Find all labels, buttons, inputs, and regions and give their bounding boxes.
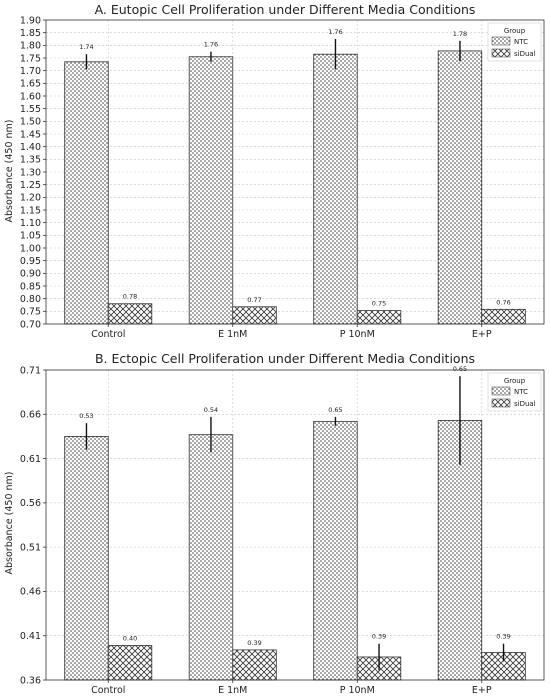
- chart-a-ytick-label-1-45: 1.45: [19, 129, 41, 141]
- chart-b-legend: [488, 373, 541, 411]
- chart-b-ytick-label-0-61: 0.61: [19, 453, 41, 465]
- chart-a-legend-swatch-ntc: [492, 37, 510, 45]
- chart-a-data-label-ntc-e-p: 1.78: [452, 29, 468, 38]
- chart-b-x-ticks: [91, 680, 492, 696]
- chart-b-title: B. Ectopic Cell Proliferation under Different Media Conditions: [94, 351, 476, 366]
- chart-a-legend-label-sidual: siDual: [514, 50, 536, 58]
- chart-b-legend-swatch-sidual: [492, 399, 510, 407]
- chart-a-ytick-label-1-10: 1.10: [19, 217, 41, 229]
- chart-a-bar-sidual-control: [108, 304, 152, 324]
- chart-b-data-label-ntc-e-1nm: 0.54: [203, 405, 219, 414]
- chart-a-ytick-label-0-80: 0.80: [19, 293, 41, 305]
- chart-a-ytick-label-1-80: 1.80: [19, 40, 41, 52]
- chart-a-ytick-label-1-70: 1.70: [19, 65, 41, 77]
- chart-a-xtick-label-e-1nm: E 1nM: [218, 329, 248, 340]
- chart-a-data-label-sidual-control: 0.78: [122, 292, 138, 301]
- chart-a-ytick-label-1-00: 1.00: [19, 243, 41, 255]
- chart-b-legend-swatch-ntc: [492, 387, 510, 395]
- chart-a-y-ticks: [20, 15, 46, 330]
- chart-a-bar-sidual-e-p: [482, 309, 526, 324]
- chart-b-bars: [65, 365, 526, 680]
- chart-b-ytick-label-0-66: 0.66: [19, 409, 41, 421]
- chart-b-bar-ntc-p-10nm: [314, 421, 358, 680]
- chart-a-ytick-label-0-95: 0.95: [19, 255, 41, 267]
- chart-b-legend-title: Group: [503, 377, 526, 385]
- chart-b-data-label-ntc-p-10nm: 0.65: [328, 405, 343, 414]
- chart-a-legend-label-ntc: NTC: [514, 38, 528, 46]
- chart-b-xtick-label-control: Control: [91, 685, 126, 696]
- chart-a-xtick-label-p-10nm: P 10nM: [339, 329, 375, 340]
- chart-a-data-label-ntc-p-10nm: 1.76: [328, 28, 343, 36]
- chart-b-ytick-label-0-41: 0.41: [19, 631, 41, 643]
- chart-b-ytick-label-0-51: 0.51: [19, 542, 41, 554]
- chart-a-xtick-label-control: Control: [91, 329, 126, 340]
- chart-b-ytick-label-0-71: 0.71: [19, 365, 41, 377]
- chart-b-data-label-sidual-e-1nm: 0.39: [247, 638, 262, 647]
- chart-a-bar-sidual-e-1nm: [233, 307, 277, 324]
- chart-b-data-label-sidual-e-p: 0.39: [496, 632, 511, 641]
- chart-b-legend-label-sidual: siDual: [514, 400, 536, 408]
- chart-b-ytick-label-0-56: 0.56: [19, 498, 41, 510]
- chart-b-data-label-sidual-control: 0.40: [122, 634, 138, 643]
- chart-a-bar-sidual-p-10nm: [357, 311, 401, 324]
- chart-a-ytick-label-1-25: 1.25: [19, 179, 41, 191]
- chart-a-data-label-sidual-e-p: 0.76: [496, 298, 511, 307]
- chart-a-ytick-label-1-40: 1.40: [19, 141, 41, 153]
- chart-a-ytick-label-1-90: 1.90: [19, 15, 41, 27]
- chart-a-ytick-label-0-70: 0.70: [19, 319, 41, 331]
- chart-b-legend-label-ntc: NTC: [514, 388, 528, 396]
- chart-a-ytick-label-1-55: 1.55: [19, 103, 41, 115]
- chart-a-ytick-label-1-05: 1.05: [19, 230, 41, 242]
- chart-a-ytick-label-1-20: 1.20: [19, 192, 41, 204]
- chart-b-data-label-ntc-control: 0.53: [79, 412, 94, 421]
- chart-a-legend-swatch-sidual: [492, 49, 510, 57]
- chart-b-data-label-ntc-e-p: 0.65: [452, 365, 468, 374]
- chart-a: [4, 2, 544, 340]
- chart-a-bar-ntc-p-10nm: [314, 54, 358, 324]
- chart-a-ytick-label-1-15: 1.15: [19, 205, 41, 217]
- chart-a-ytick-label-0-85: 0.85: [19, 281, 41, 293]
- chart-a-data-label-ntc-e-1nm: 1.76: [203, 40, 219, 49]
- chart-a-title: A. Eutopic Cell Proliferation under Different Media Conditions: [94, 2, 476, 17]
- chart-a-ytick-label-1-30: 1.30: [19, 167, 41, 179]
- chart-a-legend: [488, 23, 541, 61]
- chart-a-data-label-sidual-e-1nm: 0.77: [247, 295, 262, 304]
- chart-a-data-label-ntc-control: 1.74: [79, 43, 94, 52]
- chart-a-bar-ntc-e-p: [438, 51, 482, 324]
- chart-b-ylabel: Absorbance (450 nm): [4, 471, 15, 575]
- chart-a-data-label-sidual-p-10nm: 0.75: [371, 299, 387, 308]
- chart-a-ytick-label-1-35: 1.35: [19, 154, 41, 166]
- chart-b-xtick-label-e-1nm: E 1nM: [218, 685, 248, 696]
- chart-b-bar-sidual-e-1nm: [233, 650, 277, 680]
- chart-a-x-ticks: [91, 324, 492, 340]
- chart-b-bar-ntc-control: [65, 436, 109, 680]
- chart-a-ytick-label-1-75: 1.75: [19, 53, 41, 65]
- chart-b-ytick-label-0-36: 0.36: [19, 675, 41, 687]
- chart-a-bars: [65, 28, 526, 324]
- chart-a-ylabel: Absorbance (450 nm): [4, 119, 15, 223]
- chart-a-ytick-label-1-50: 1.50: [19, 116, 41, 128]
- chart-a-ytick-label-1-60: 1.60: [19, 91, 41, 103]
- chart-a-ytick-label-1-65: 1.65: [19, 78, 41, 90]
- chart-b: [4, 351, 544, 696]
- chart-b-y-ticks: [20, 365, 46, 686]
- chart-a-bar-ntc-control: [65, 62, 109, 324]
- chart-b-xtick-label-p-10nm: P 10nM: [339, 685, 375, 696]
- chart-a-bar-ntc-e-1nm: [189, 57, 233, 324]
- chart-b-bar-sidual-control: [108, 645, 152, 680]
- chart-a-ytick-label-1-85: 1.85: [19, 27, 41, 39]
- chart-b-data-label-sidual-p-10nm: 0.39: [371, 632, 387, 641]
- chart-a-xtick-label-e-p: E+P: [471, 329, 492, 340]
- chart-a-legend-title: Group: [503, 27, 526, 35]
- chart-a-ytick-label-0-75: 0.75: [19, 306, 41, 318]
- chart-b-ytick-label-0-46: 0.46: [19, 586, 41, 598]
- chart-a-ytick-label-0-90: 0.90: [19, 268, 41, 280]
- chart-b-xtick-label-e-p: E+P: [471, 685, 492, 696]
- chart-b-bar-ntc-e-1nm: [189, 435, 233, 680]
